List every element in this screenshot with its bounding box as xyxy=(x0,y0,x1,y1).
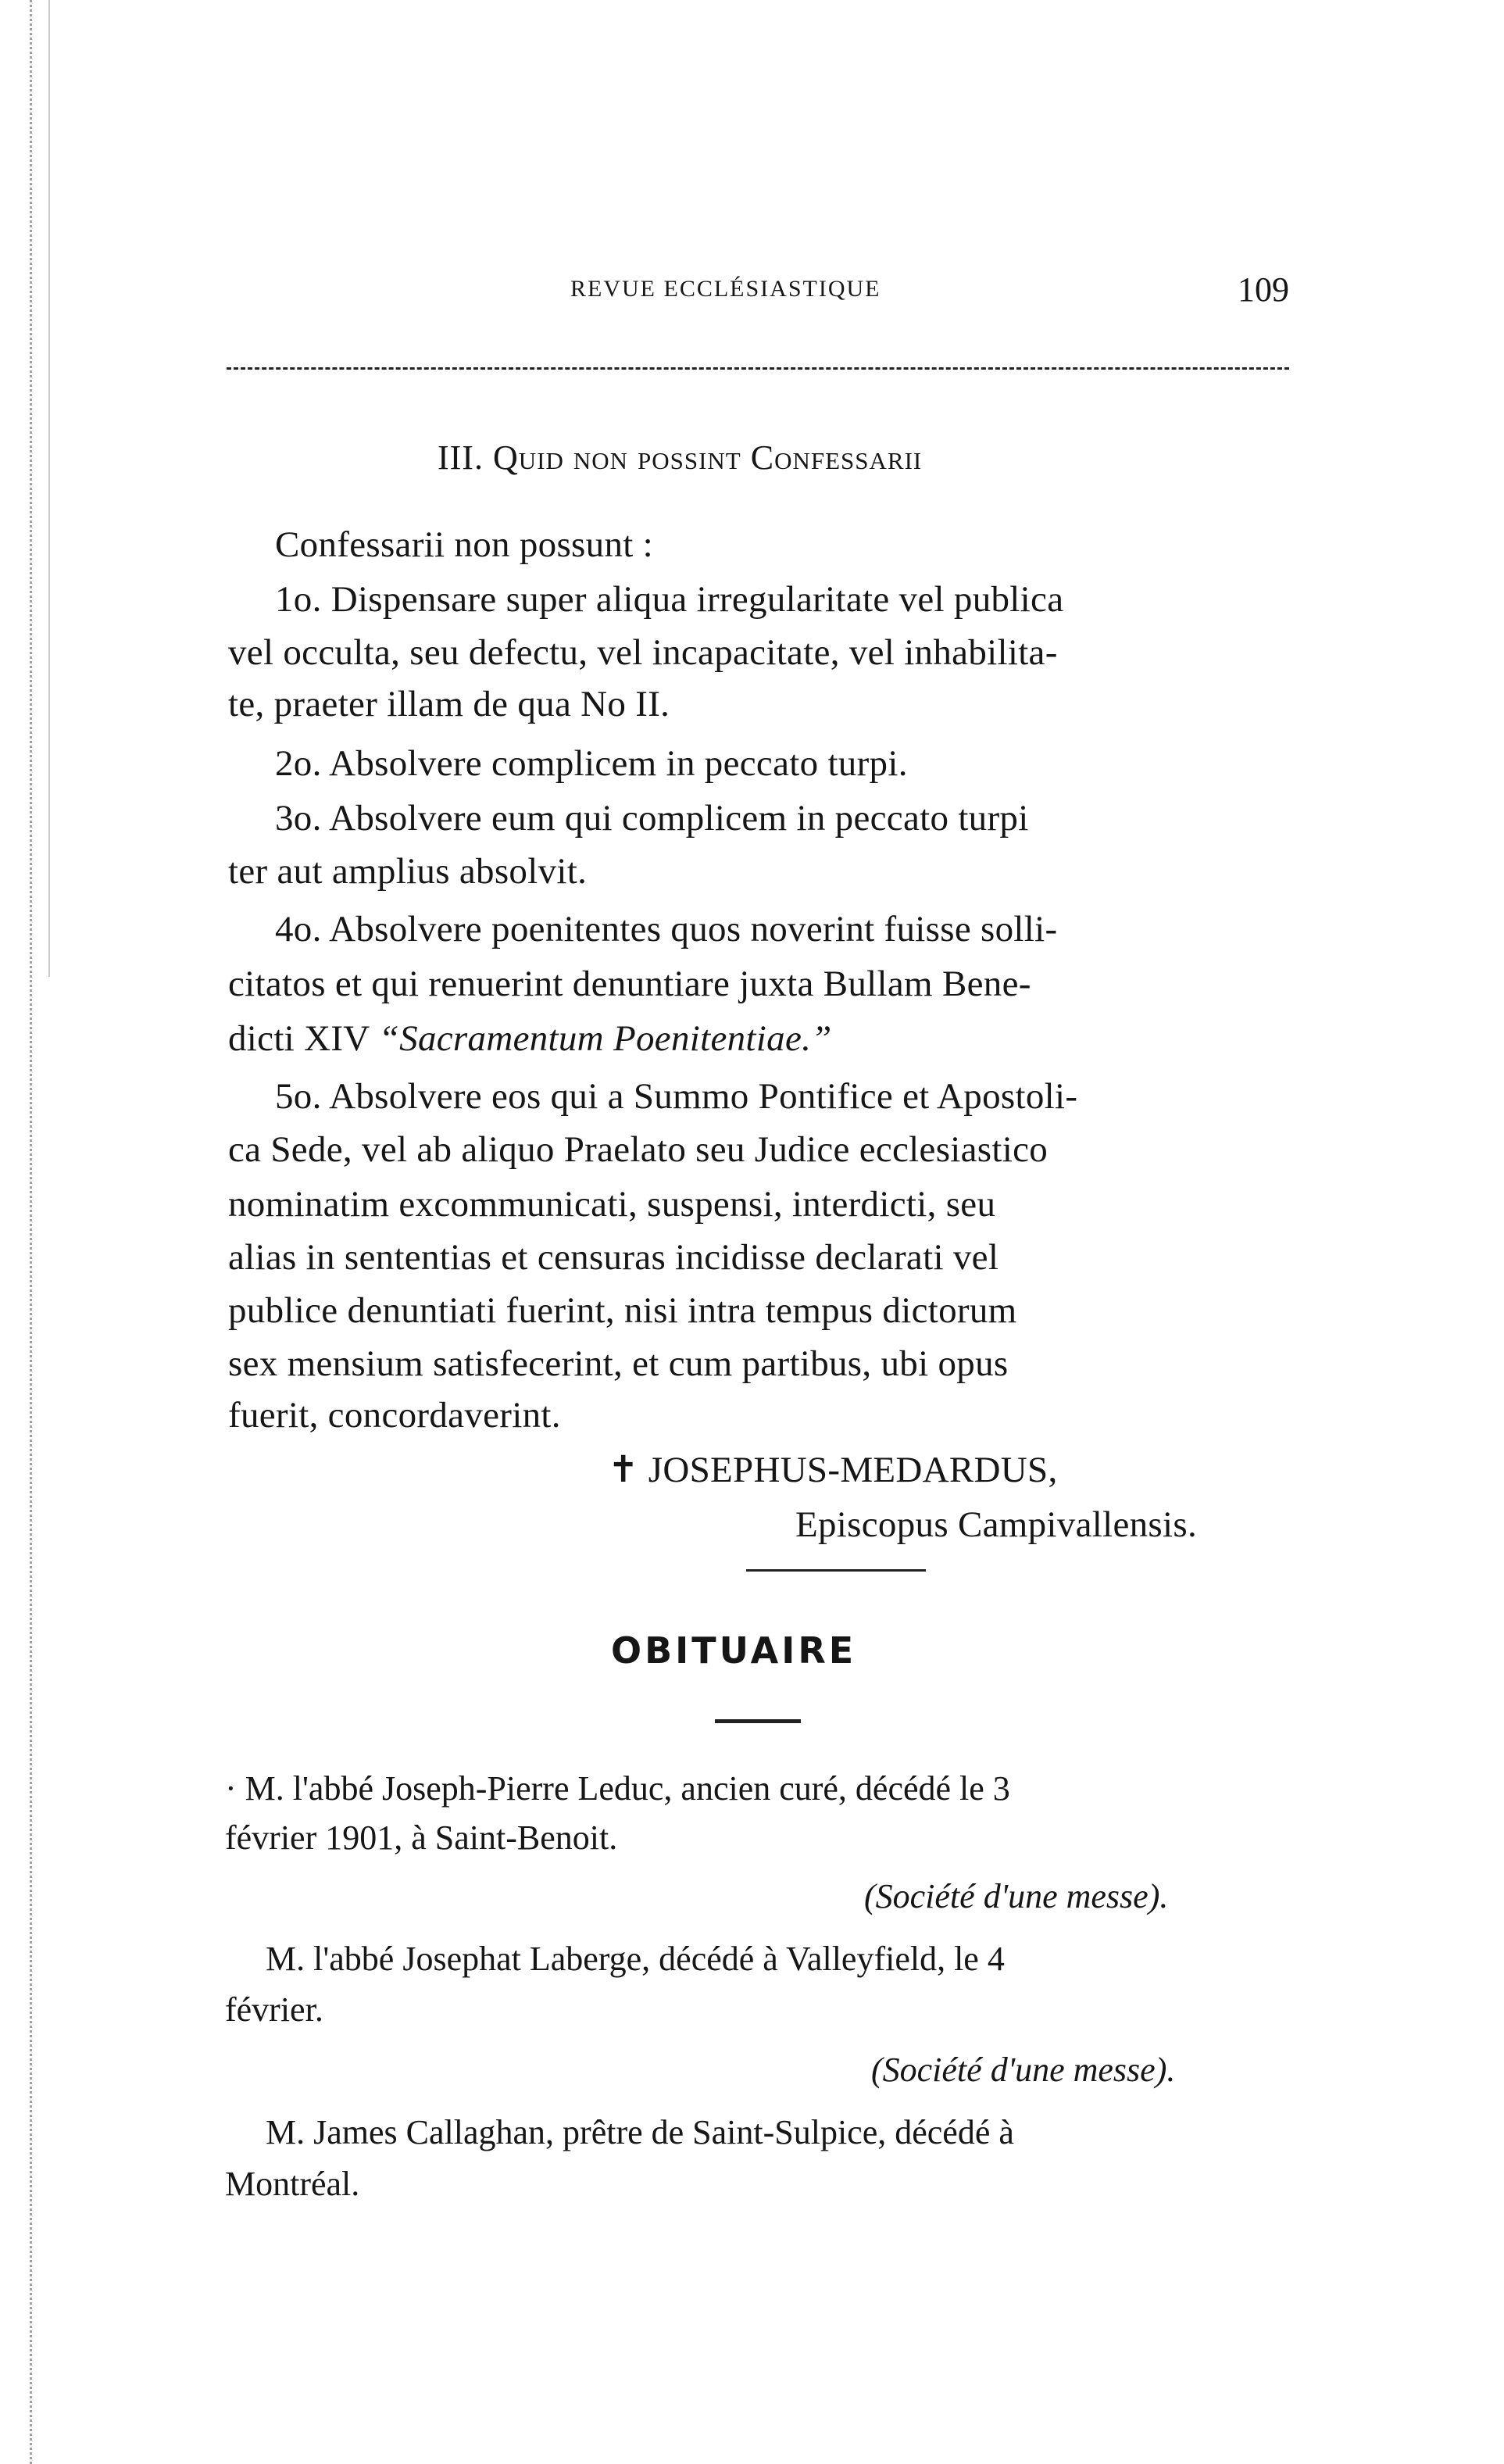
page-header xyxy=(227,270,1289,324)
body-line: alias in sententias et censuras incidisse declarati vel xyxy=(228,1237,999,1278)
obituary-line: M. l'abbé Josephat Laberge, décédé à Valleyfield, le 4 xyxy=(266,1940,1005,1978)
obituary-line: · M. l'abbé Joseph-Pierre Leduc, ancien curé, décédé le 3 xyxy=(225,1769,1010,1808)
section-divider xyxy=(746,1569,926,1572)
body-line: Confessarii non possunt : xyxy=(275,524,654,565)
signature-title: Episcopus Campivallensis. xyxy=(795,1504,1198,1545)
body-line: fuerit, concordaverint. xyxy=(228,1395,561,1436)
body-line: publice denuntiati fuerint, nisi intra tempus dictorum xyxy=(228,1290,1017,1331)
body-line: 4o. Absolvere poenitentes quos noverint fuisse solli- xyxy=(275,909,1058,949)
bull-title: “Sacramentum Poenitentiae.” xyxy=(378,1018,832,1059)
obituary-title: OBITUAIRE xyxy=(611,1629,857,1672)
body-line xyxy=(228,1016,1289,1061)
body-line-text: dicti XIV xyxy=(228,1018,370,1059)
body-line: 1o. Dispensare super aliqua irregularitate vel publica xyxy=(275,579,1064,620)
body-line: 2o. Absolvere complicem in peccato turpi. xyxy=(275,743,908,784)
body-line: citatos et qui renuerint denuntiare juxta Bullam Bene- xyxy=(228,964,1031,1004)
body-line: 5o. Absolvere eos qui a Summo Pontifice et Apostoli- xyxy=(275,1076,1078,1117)
page-edge-margin xyxy=(30,0,35,2464)
body-line: 3o. Absolvere eum qui complicem in peccato turpi xyxy=(275,798,1029,839)
obituary-divider xyxy=(715,1719,801,1723)
page-edge-line xyxy=(48,0,52,977)
obituary-note: (Société d'une messe). xyxy=(871,2051,1176,2089)
body-line: ter aut amplius absolvit. xyxy=(228,851,588,892)
obituary-line: février. xyxy=(225,1990,323,2029)
body-line: ca Sede, vel ab aliquo Praelato seu Judice ecclesiastico xyxy=(228,1129,1049,1170)
obituary-line: février 1901, à Saint-Benoit. xyxy=(225,1818,618,1857)
section-heading: III. Quid non possint Confessarii xyxy=(438,438,923,477)
body-line: nominatim excommunicati, suspensi, interdicti, seu xyxy=(228,1184,996,1225)
obituary-line: Montréal. xyxy=(225,2165,360,2203)
obituary-note: (Société d'une messe). xyxy=(864,1877,1169,1915)
obituary-line: M. James Callaghan, prêtre de Saint-Sulpice, décédé à xyxy=(266,2113,1014,2151)
page-number: 109 xyxy=(1238,270,1289,309)
running-title: REVUE ECCLÉSIASTIQUE xyxy=(570,276,881,302)
header-rule xyxy=(227,367,1289,370)
body-line: te, praeter illam de qua No II. xyxy=(228,684,670,724)
signature: ✝ JOSEPHUS-MEDARDUS, xyxy=(608,1450,1058,1490)
body-line: sex mensium satisfecerint, et cum partibus, ubi opus xyxy=(228,1343,1009,1384)
body-line: vel occulta, seu defectu, vel incapacitate, vel inhabilita- xyxy=(228,632,1058,673)
